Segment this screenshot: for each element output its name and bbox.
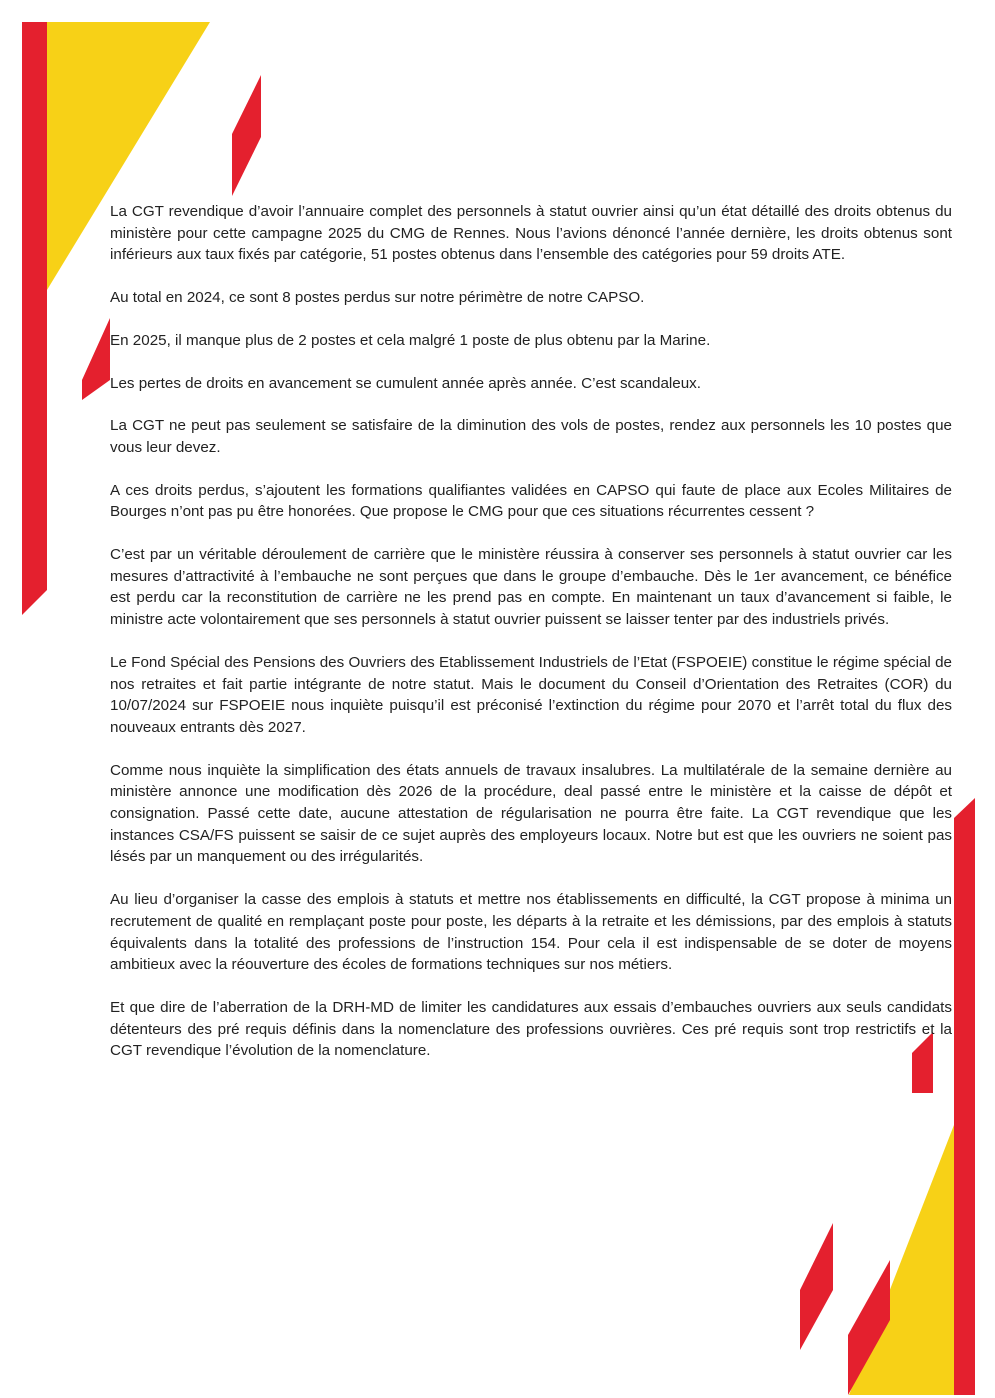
right-red-strip xyxy=(954,798,975,1395)
document-body xyxy=(110,201,952,1083)
top-red-parallelogram xyxy=(232,75,261,196)
paragraph-recrutement: Au lieu d’organiser la casse des emplois à statuts et mettre nos établissements en difficulté, la CGT propose à minima un recrutement de qualité en remplaçant poste pour poste, les départs à la retraite et les démissions, par des emplois à statuts équivalents dans la totalité des professions de l’instruction 154. Pour cela il est indispensable de se doter de moyens ambitieux avec la réouverture des écoles de formations techniques sur nos métiers. xyxy=(110,891,952,974)
paragraph-travaux-insalubres: Comme nous inquiète la simplification des états annuels de travaux insalubres. La multilatérale de la semaine dernière au ministère annonce une modification dès 2026 de la procédure, deal passé entre le ministère et la caisse de dépôt et consignation. Passé cette date, aucune attestation de régularisation ne pourra être faite. La CGT revendique que les instances CSA/FS puissent se saisir de ce sujet auprès des employeurs locaux. Notre but est que les ouvriers ne soient pas lésés par un manquement ou des irrégularités. xyxy=(110,761,952,866)
paragraph-vols-postes: La CGT ne peut pas seulement se satisfaire de la diminution des vols de postes, rendez aux personnels les 10 postes que vous leur devez. xyxy=(110,417,952,456)
paragraph-2025: En 2025, il manque plus de 2 postes et cela malgré 1 poste de plus obtenu par la Marine. xyxy=(110,331,711,349)
paragraph-deroulement-carriere: C’est par un véritable déroulement de carrière que le ministère réussira à conserver ses personnels à statut ouvrier car les mesures d’attractivité à l’embauche ne sont perçues que dans le groupe d’embauche. Dès le 1er avancement, ce bénéfice est perdu car la reconstitution de carrière ne les prend pas en compte. En maintenant un taux d’avancement si faible, le ministre acte volontairement que ses personnels à statut ouvrier puissent se laisser tenter par des industriels privés. xyxy=(110,546,952,629)
paragraph-fspoeie: Le Fond Spécial des Pensions des Ouvriers des Etablissement Industriels de l’Etat (FSPOEIE) constitue le régime spécial de nos retraites et fait partie intégrante de notre statut. Mais le document du Conseil d’Orientation des Retraites (COR) du 10/07/2024 sur FSPOEIE nous inquiète puisqu’il est préconisé l’extinction du régime pour 2070 et l’arrêt total du flux des nouveaux entrants dès 2027. xyxy=(110,653,952,736)
paragraph-pertes-droits: Les pertes de droits en avancement se cumulent année après année. C’est scandaleux. xyxy=(110,374,701,392)
top-left-red-strip xyxy=(22,22,47,615)
paragraph-drh-md: Et que dire de l’aberration de la DRH-MD de limiter les candidatures aux essais d’embauches ouvriers aux seuls candidats détenteurs des pré requis définis dans la nomenclature des professions ouvrières. Ces pré requis sont trop restrictifs et la CGT revendique l’évolution de la nomenclature. xyxy=(110,998,952,1060)
left-red-triangle xyxy=(82,318,110,400)
paragraph-total-2024: Au total en 2024, ce sont 8 postes perdus sur notre périmètre de notre CAPSO. xyxy=(110,289,645,307)
bottom-red-triangle-1 xyxy=(800,1223,833,1350)
paragraph-annuaire: La CGT revendique d’avoir l’annuaire complet des personnels à statut ouvrier ainsi qu’un état détaillé des droits obtenus du ministère pour cette campagne 2025 du CMG de Rennes. Nous l’avions dénoncé l’année dernière, les droits obtenus sont inférieurs aux taux fixés par catégorie, 51 postes obtenus dans l’ensemble des catégories pour 59 droits ATE. xyxy=(110,203,952,264)
paragraph-formations: A ces droits perdus, s’ajoutent les formations qualifiantes validées en CAPSO qui faute de place aux Ecoles Militaires de Bourges n’ont pas pu être honorées. Que propose le CMG pour que ces situations récurrentes cessent ? xyxy=(110,481,952,521)
